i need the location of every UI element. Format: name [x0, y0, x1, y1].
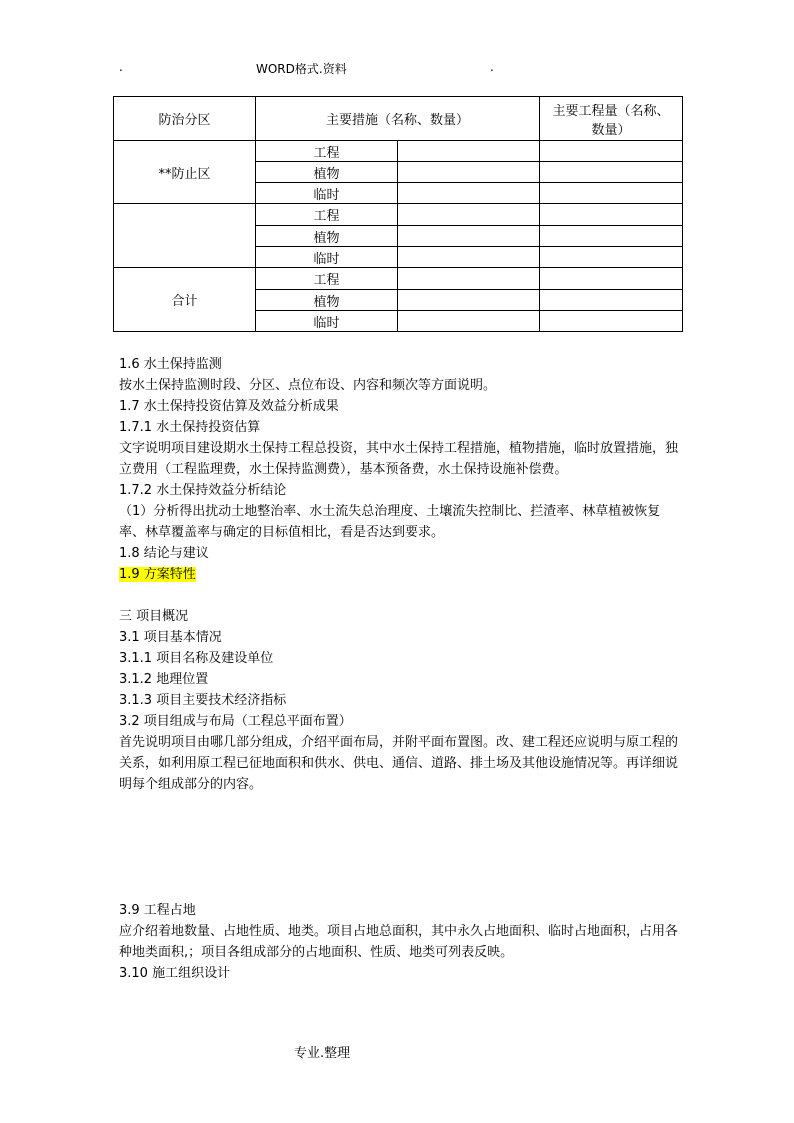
table-row: [114, 141, 683, 162]
empty-cell: [540, 226, 683, 247]
paragraph: 按水土保持监测时段、分区、点位布设、内容和频次等方面说明。: [119, 378, 497, 393]
blank-space: [119, 795, 684, 900]
empty-cell: [398, 141, 540, 162]
header-measures: 主要措施（名称、数量）: [256, 97, 540, 141]
paragraph: 应介绍着地数量、占地性质、地类。项目占地总面积，其中永久占地面积、临时占地面积，占用各种地类面积,；项目各组成部分的占地面积、性质、地类可列表反映。: [119, 924, 679, 960]
empty-cell: [540, 290, 683, 311]
prevention-measures-table: [113, 96, 683, 332]
table-row: [114, 204, 683, 226]
table-row: [114, 268, 683, 290]
measure-type-cell: 植物: [256, 226, 398, 247]
measure-type-cell: 植物: [256, 290, 398, 311]
section-heading: 3.1.1 项目名称及建设单位: [119, 651, 274, 666]
blank-line: [119, 585, 684, 606]
empty-cell: [540, 162, 683, 183]
highlighted-heading: [119, 564, 684, 585]
paragraph: 首先说明项目由哪几部分组成，介绍平面布局，并附平面布置图。改、建工程还应说明与原工程的关系，如利用原工程已征地面积和供水、供电、通信、道路、排土场及其他设施情况等。再详细说明每个组成部分的内容。: [119, 735, 679, 792]
table-header-row: [114, 97, 683, 141]
empty-cell: [398, 247, 540, 268]
section-heading: 3.9 工程占地: [119, 903, 196, 918]
paragraph: 文字说明项目建设期水土保持工程总投资，其中水土保持工程措施，植物措施，临时放置措施，独立费用（工程监理费，水土保持监测费），基本预备费，水土保持设施补偿费。: [119, 441, 679, 477]
measure-type-cell: 工程: [256, 204, 398, 226]
section-heading: 1.7 水土保持投资估算及效益分析成果: [119, 399, 339, 414]
section-heading: 1.7.2 水土保持效益分析结论: [119, 483, 287, 498]
document-body: [119, 354, 684, 984]
header-quantity: 主要工程量（名称、数量）: [540, 97, 683, 141]
section-heading: 3.2 项目组成与布局（工程总平面布置）: [119, 714, 352, 729]
empty-cell: [398, 162, 540, 183]
section-heading: 3.10 施工组织设计: [119, 966, 231, 981]
measure-type-cell: 临时: [256, 183, 398, 204]
empty-cell: [540, 204, 683, 226]
measure-type-cell: 临时: [256, 247, 398, 268]
empty-cell: [540, 268, 683, 290]
section-heading: 1.7.1 水土保持投资估算: [119, 420, 261, 435]
measure-type-cell: 植物: [256, 162, 398, 183]
empty-cell: [540, 141, 683, 162]
page-header: WORD格式.资料: [256, 62, 347, 76]
zone-cell: [114, 204, 256, 268]
section-heading: 3.1 项目基本情况: [119, 630, 222, 645]
highlight: 1.9 方案特性: [119, 567, 196, 582]
zone-cell: **防止区: [114, 141, 256, 204]
page-footer: 专业.整理: [294, 1046, 351, 1061]
section-heading: 3.1.2 地理位置: [119, 672, 209, 687]
empty-cell: [540, 247, 683, 268]
measure-type-cell: 工程: [256, 141, 398, 162]
empty-cell: [540, 183, 683, 204]
section-heading: 1.6 水土保持监测: [119, 357, 222, 372]
empty-cell: [398, 290, 540, 311]
section-heading: 3.1.3 项目主要技术经济指标: [119, 693, 287, 708]
empty-cell: [398, 268, 540, 290]
measure-type-cell: 临时: [256, 311, 398, 332]
empty-cell: [540, 311, 683, 332]
measure-type-cell: 工程: [256, 268, 398, 290]
zone-cell: 合计: [114, 268, 256, 332]
empty-cell: [398, 311, 540, 332]
empty-cell: [398, 204, 540, 226]
empty-cell: [398, 226, 540, 247]
chapter-heading: 三 项目概况: [119, 609, 189, 624]
empty-cell: [398, 183, 540, 204]
section-heading: 1.8 结论与建议: [119, 546, 209, 561]
paragraph: （1）分析得出扰动土地整治率、水土流失总治理度、土壤流失控制比、拦渣率、林草植被恢复率、林草覆盖率与确定的目标值相比，看是否达到要求。: [119, 504, 661, 540]
header-dot-right: .: [490, 60, 494, 74]
header-dot-left: .: [119, 60, 123, 74]
header-zone: 防治分区: [114, 97, 256, 141]
